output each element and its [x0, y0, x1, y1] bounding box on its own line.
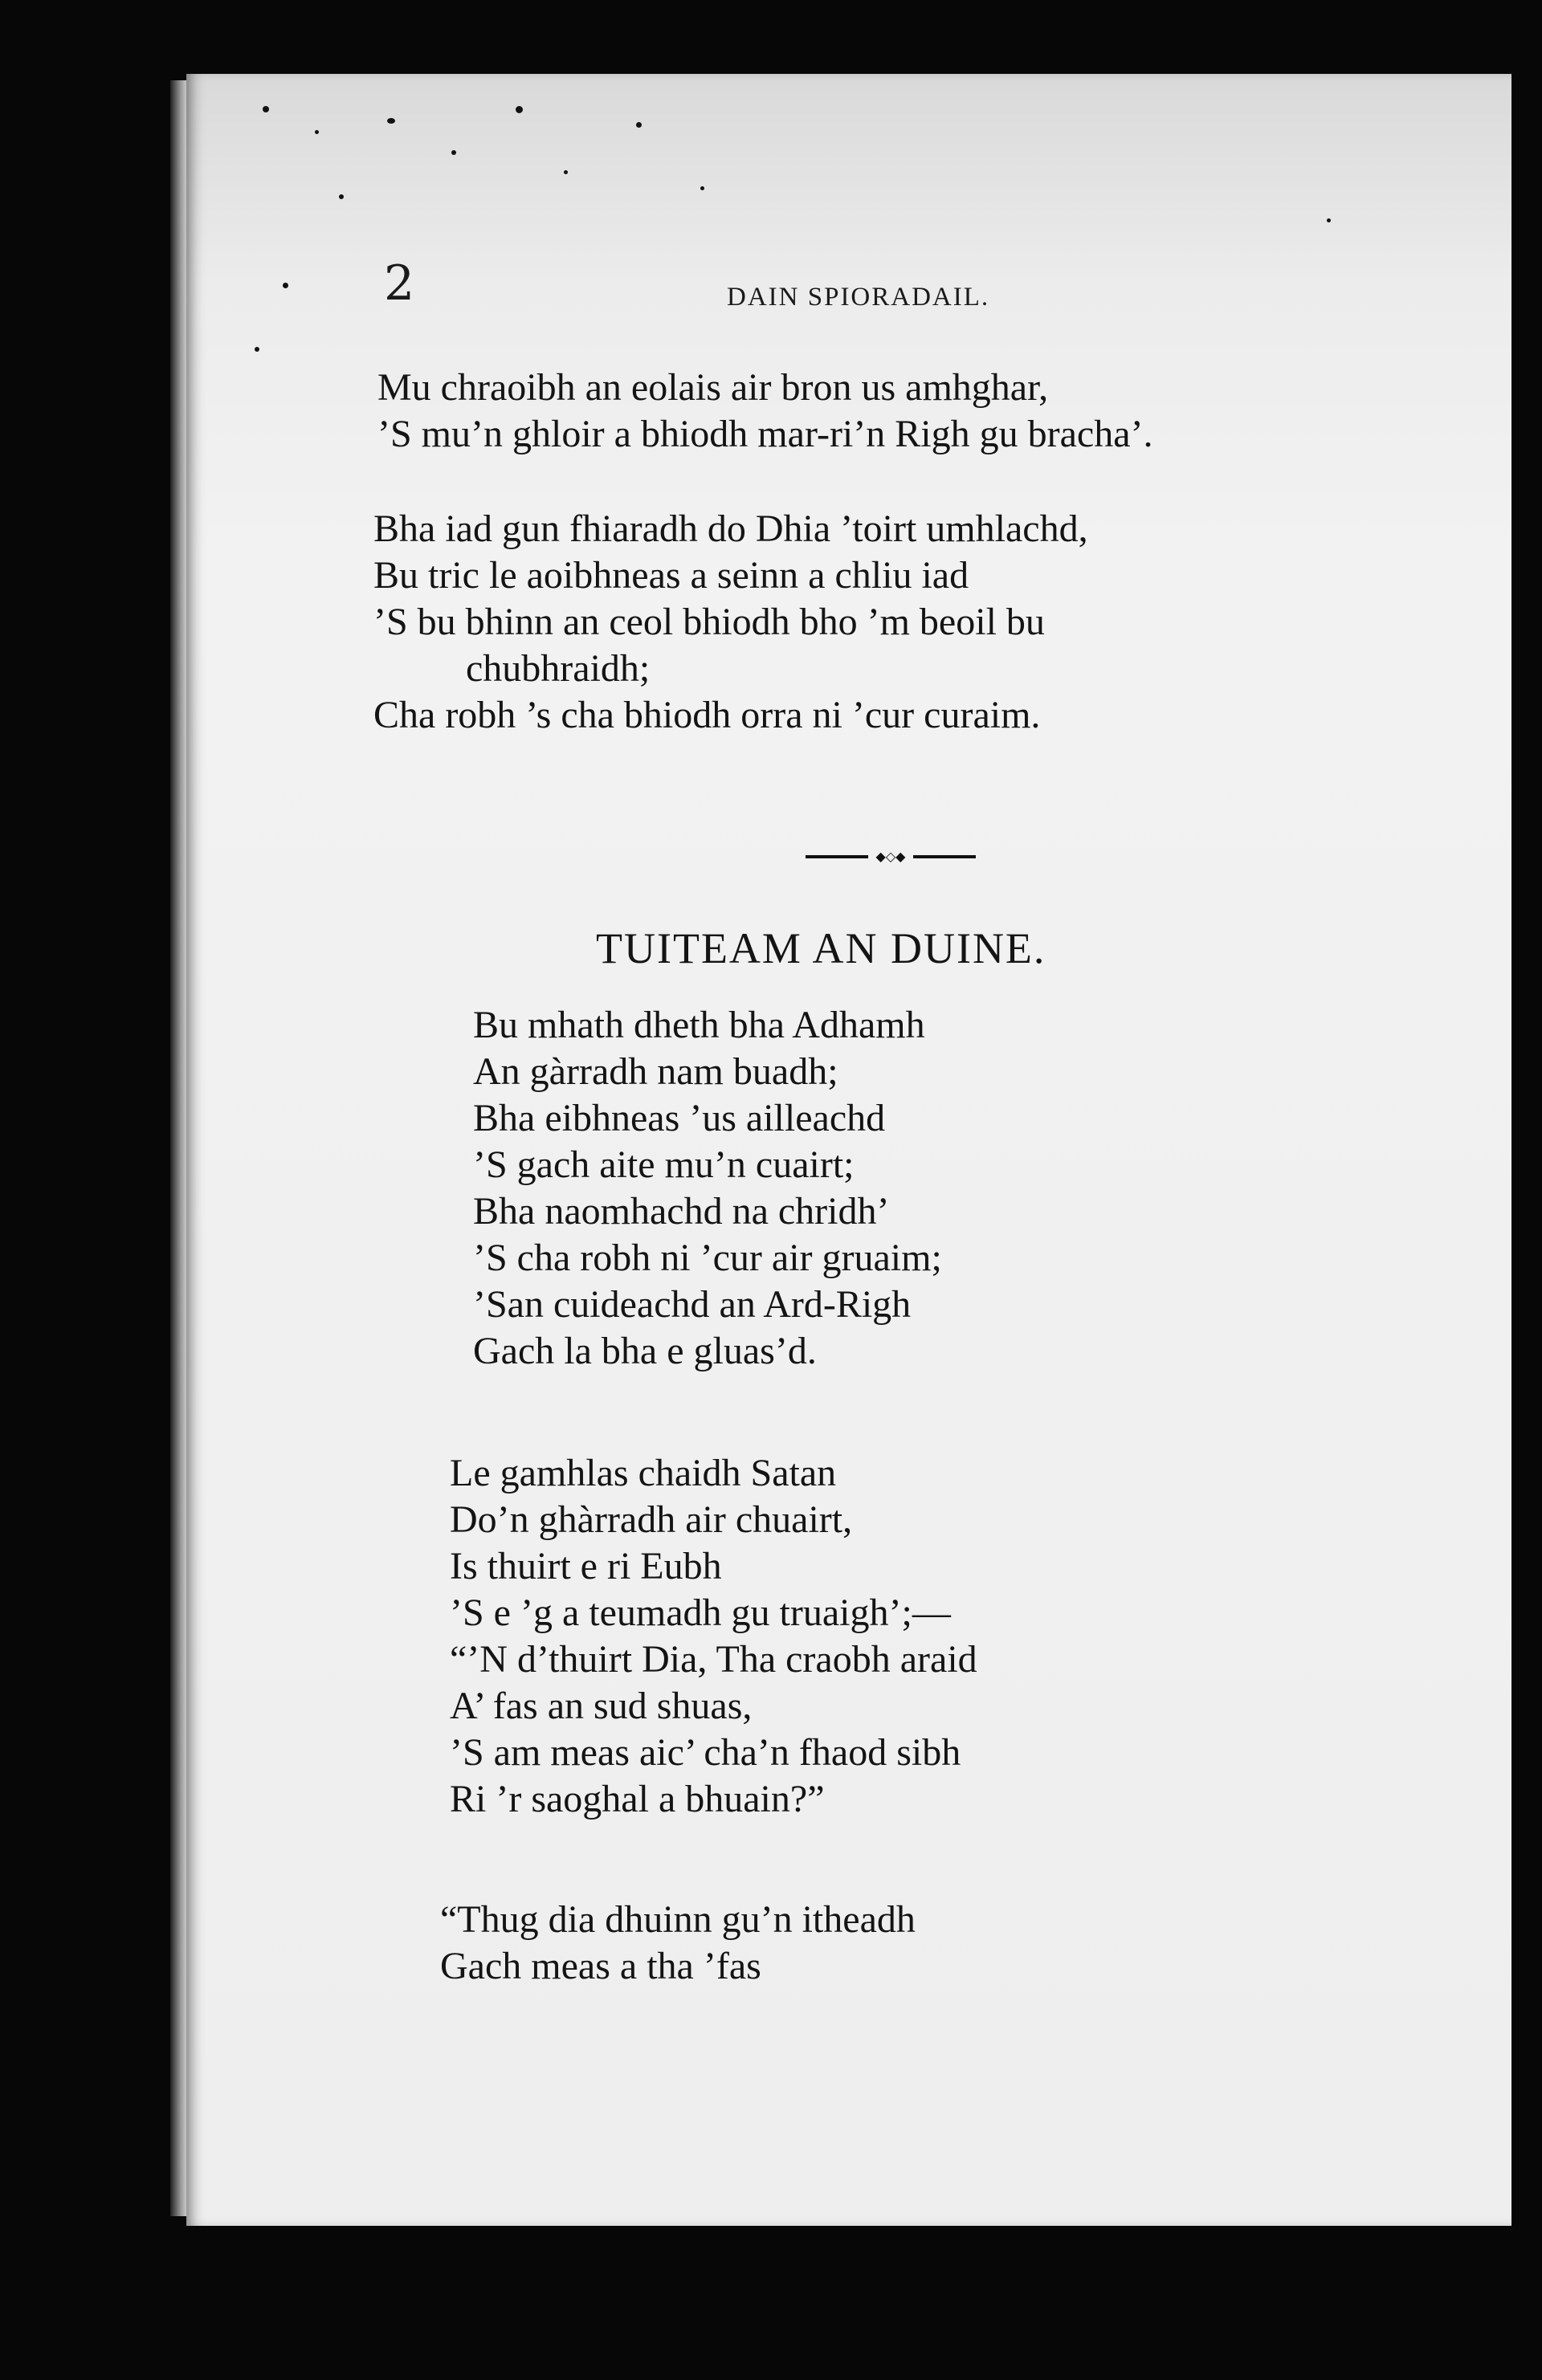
- verse-line: Cha robh ’s cha bhiodh orra ni ’cur curaim.: [373, 694, 1041, 736]
- poem-line: “’N d’thuirt Dia, Tha craobh araid: [450, 1638, 977, 1681]
- speck: [564, 170, 568, 174]
- verse-line: Bu tric le aoibhneas a seinn a chliu iad: [373, 554, 969, 597]
- speck: [255, 347, 259, 352]
- divider-rule-left: [806, 855, 868, 858]
- running-head: DAIN SPIORADAIL.: [727, 283, 990, 312]
- poem-line: ’S gach aite mu’n cuairt;: [473, 1143, 855, 1186]
- speck: [339, 194, 344, 199]
- page-spine-edge: [170, 80, 188, 2216]
- poem-line: Gach la bha e gluas’d.: [473, 1330, 817, 1372]
- speck: [1327, 218, 1331, 222]
- poem-line: “Thug dia dhuinn gu’n itheadh: [440, 1898, 916, 1941]
- poem-line: Bu mhath dheth bha Adhamh: [473, 1004, 925, 1046]
- verse-line: Bha iad gun fhiaradh do Dhia ’toirt umhlachd,: [373, 507, 1088, 550]
- poem-line: Is thuirt e ri Eubh: [450, 1545, 722, 1587]
- poem-line: ’S am meas aic’ cha’n fhaod sibh: [450, 1731, 961, 1774]
- poem-line: ’S cha robh ni ’cur air gruaim;: [473, 1237, 942, 1279]
- speck: [387, 118, 395, 124]
- verse-stanza: [377, 365, 1152, 458]
- poem-line: Bha eibhneas ’us ailleachd: [473, 1097, 886, 1139]
- divider-ornament-icon: ◆◇◆: [875, 849, 906, 864]
- verse-line-continuation: chubhraidh;: [466, 647, 651, 690]
- section-divider: [806, 850, 976, 864]
- poem-line: ’S e ’g a teumadh gu truaigh’;—: [450, 1591, 951, 1634]
- poem-line: Bha naomhachd na chridh’: [473, 1190, 890, 1233]
- speck: [263, 106, 269, 112]
- page-number: 2: [384, 255, 415, 312]
- verse-line: Mu chraoibh an eolais air bron us amhghar,: [377, 366, 1049, 409]
- speck: [451, 150, 456, 155]
- speck: [700, 186, 704, 190]
- poem-line: Ri ’r saoghal a bhuain?”: [450, 1778, 825, 1820]
- poem-line: An gàrradh nam buadh;: [473, 1050, 838, 1093]
- poem-stanza: [473, 1002, 942, 1375]
- poem-stanza: [450, 1450, 977, 1823]
- poem-line: Le gamhlas chaidh Satan: [450, 1452, 837, 1494]
- verse-line: ’S mu’n ghloir a bhiodh mar-ri’n Righ gu bracha’.: [377, 413, 1153, 455]
- verse-stanza: [373, 506, 1088, 739]
- poem-title: TUITEAM AN DUINE.: [596, 924, 1046, 972]
- poem-line: Gach meas a tha ’fas: [440, 1945, 761, 1987]
- verse-line: ’S bu bhinn an ceol bhiodh bho ’m beoil bu: [373, 601, 1045, 643]
- divider-rule-right: [913, 855, 976, 858]
- speck: [516, 106, 523, 113]
- poem-line: ’San cuideachd an Ard-Righ: [473, 1283, 912, 1326]
- speck: [283, 283, 288, 288]
- poem-line: Do’n ghàrradh air chuairt,: [450, 1498, 853, 1541]
- speck: [315, 130, 319, 134]
- poem-line: A’ fas an sud shuas,: [450, 1685, 753, 1727]
- speck: [636, 122, 642, 128]
- poem-stanza: [440, 1897, 916, 1990]
